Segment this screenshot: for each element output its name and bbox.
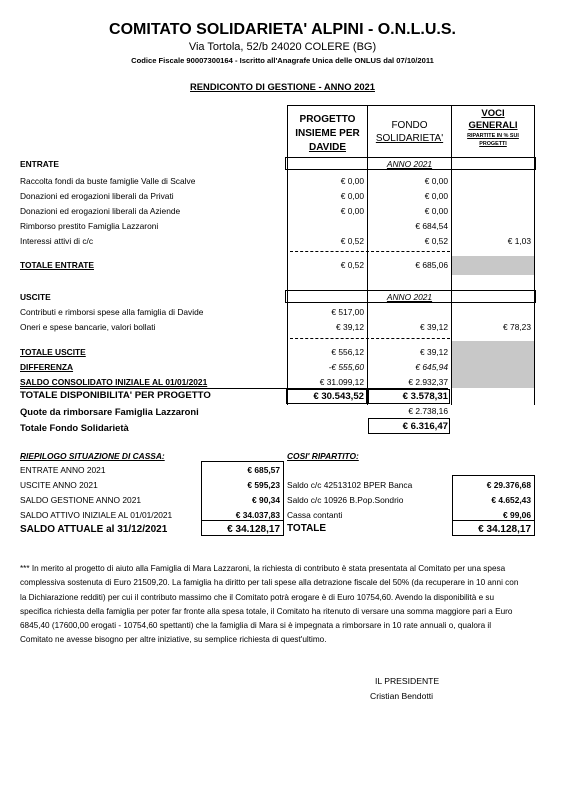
quote-label: Quote da rimborsare Famiglia Lazzaroni — [20, 406, 199, 417]
uscite-row-label: Contributi e rimborsi spese alla famiglia di Davide — [20, 307, 204, 317]
ripartito-row-value: € 4.652,43 — [491, 495, 531, 505]
ripartito-row-value: € 29.376,68 — [486, 480, 531, 490]
col-header-progetto: PROGETTO INSIEME PER DAVIDE — [295, 114, 360, 153]
uscite-label: USCITE — [20, 292, 51, 302]
col3-right-border — [534, 105, 535, 405]
quote-c2: € 2.738,16 — [408, 406, 448, 416]
col-header-fondo: FONDO SOLIDARIETA' — [375, 120, 444, 144]
entrate-total-shade — [452, 256, 534, 275]
entrate-row-c1: € 0,00 — [340, 176, 364, 186]
entrate-row-c2: € 0,00 — [424, 176, 448, 186]
entrate-row-c1: € 0,00 — [340, 191, 364, 201]
uscite-total-c2: € 39,12 — [420, 347, 448, 357]
riepilogo-row-label: SALDO ATTIVO INIZIALE AL 01/01/2021 — [20, 510, 173, 520]
riepilogo-sep-line — [201, 520, 284, 521]
entrate-row-c1: € 0,52 — [340, 236, 364, 246]
riepilogo-row-value: € 90,34 — [252, 495, 280, 505]
fiscal-code: Codice Fiscale 90007300164 - Iscritto all'Anagrafe Unica delle ONLUS dal 07/10/2011 — [131, 56, 434, 65]
uscite-row-c2: € 39,12 — [420, 322, 448, 332]
differenza-c2: € 645,94 — [415, 362, 448, 372]
report-title: RENDICONTO DI GESTIONE - ANNO 2021 — [190, 81, 375, 92]
uscite-total-shade — [452, 341, 534, 388]
uscite-sum-line — [290, 338, 450, 339]
disponibilita-label: TOTALE DISPONIBILITA' PER PROGETTO — [20, 390, 211, 401]
uscite-row-c1: € 517,00 — [331, 307, 364, 317]
explanatory-note: *** In merito al progetto di aiuto alla Famiglia di Mara Lazzaroni, la richiesta di contributo è stata presentata al Comitato per una spesa complessiva sostenuta di Euro 21509,20. La famiglia ha diritto per tali spese alla detrazione fiscale del 50% (da recuperare in 10 anni con la Dichiarazione redditi) per cui il contributo massimo che il Comitato potrà erogare è di Euro 10754,60. Avendo la disponibilità e su specifica richiesta della famiglia per poter far fronte alla spesa totale, il Comitato ha ritenuto di versare una somma maggiore pari a Euro 6845,40 (17600,00 erogati - 10754,60 spettanti) che la famiglia di Mara si è impegnata a rimborsare in 10 rate annuali o, qualora il Comitato ne avesse bisogno per altre iniziative, su semplice richiesta di quest'ultimo. — [20, 564, 519, 645]
entrate-total-c2: € 685,06 — [415, 260, 448, 270]
fondo-total-label: Totale Fondo Solidarietà — [20, 422, 129, 433]
uscite-total-c1: € 556,12 — [331, 347, 364, 357]
header-top-line — [287, 105, 535, 106]
fondo-total-c2: € 6.316,47 — [402, 421, 448, 432]
ripartito-sep-line — [452, 520, 535, 521]
saldo-iniziale-label: SALDO CONSOLIDATO INIZIALE AL 01/01/2021 — [20, 377, 208, 387]
entrate-row-c2: € 684,54 — [415, 221, 448, 231]
col1-right-border — [367, 105, 368, 405]
entrate-sum-line — [290, 251, 450, 252]
ripartito-row-label: Saldo c/c 10926 B.Pop.Sondrio — [287, 495, 404, 505]
disponibilita-c2: € 3.578,31 — [402, 391, 448, 402]
entrate-row-label: Interessi attivi di c/c — [20, 236, 94, 246]
entrate-row-label: Donazioni ed erogazioni liberali da Privati — [20, 191, 174, 201]
signature-name: Cristian Bendotti — [370, 691, 434, 701]
saldo-iniziale-c1: € 31.099,12 — [319, 377, 364, 387]
entrate-row-label: Raccolta fondi da buste famiglie Valle di Scalve — [20, 176, 196, 186]
entrate-row-c2: € 0,52 — [424, 236, 448, 246]
saldo-attuale-value: € 34.128,17 — [227, 524, 280, 535]
differenza-c1: -€ 555,60 — [328, 362, 364, 372]
entrate-row-label: Rimborso prestito Famiglia Lazzaroni — [20, 221, 159, 231]
ripartito-total-label: TOTALE — [287, 523, 327, 534]
riepilogo-row-value: € 595,23 — [247, 480, 280, 490]
uscite-row-c1: € 39,12 — [336, 322, 364, 332]
ripartito-row-label: Saldo c/c 42513102 BPER Banca — [287, 480, 413, 490]
riepilogo-row-label: ENTRATE ANNO 2021 — [20, 465, 106, 475]
differenza-label: DIFFERENZA — [20, 362, 74, 372]
disponibilita-c1: € 30.543,52 — [313, 391, 364, 402]
saldo-attuale-label: SALDO ATTUALE al 31/12/2021 — [20, 524, 168, 535]
entrate-year: ANNO 2021 — [386, 159, 433, 169]
entrate-row-c3: € 1,03 — [507, 236, 531, 246]
ripartito-total-value: € 34.128,17 — [478, 524, 531, 535]
entrate-row-c1: € 0,00 — [340, 206, 364, 216]
uscite-row-label: Oneri e spese bancarie, valori bollati — [20, 322, 156, 332]
entrate-total-label: TOTALE ENTRATE — [20, 260, 94, 270]
entrate-row-label: Donazioni ed erogazioni liberali da Aziende — [20, 206, 181, 216]
ripartito-title: COSI' RIPARTITO: — [287, 451, 359, 461]
riepilogo-row-value: € 685,57 — [247, 465, 280, 475]
entrate-row-c2: € 0,00 — [424, 206, 448, 216]
uscite-total-label: TOTALE USCITE — [20, 347, 86, 357]
riepilogo-title: RIEPILOGO SITUAZIONE DI CASSA: — [20, 451, 165, 461]
col-header-voci: VOCI GENERALI RIPARTITE IN % SUI PROGETTI — [467, 108, 519, 147]
riepilogo-row-value: € 34.037,83 — [235, 510, 280, 520]
ripartito-row-value: € 99,06 — [503, 510, 531, 520]
uscite-year: ANNO 2021 — [386, 292, 433, 302]
org-name: COMITATO SOLIDARIETA' ALPINI - O.N.L.U.S. — [109, 21, 456, 38]
org-address: Via Tortola, 52/b 24020 COLERE (BG) — [188, 41, 377, 53]
uscite-row-c3: € 78,23 — [503, 322, 531, 332]
signature-role: IL PRESIDENTE — [375, 676, 440, 686]
riepilogo-row-label: USCITE ANNO 2021 — [20, 480, 98, 490]
entrate-row-c2: € 0,00 — [424, 191, 448, 201]
entrate-label: ENTRATE — [20, 159, 59, 169]
ripartito-row-label: Cassa contanti — [287, 510, 343, 520]
riepilogo-row-label: SALDO GESTIONE ANNO 2021 — [20, 495, 142, 505]
entrate-total-c1: € 0,52 — [340, 260, 364, 270]
saldo-iniziale-c2: € 2.932,37 — [408, 377, 448, 387]
